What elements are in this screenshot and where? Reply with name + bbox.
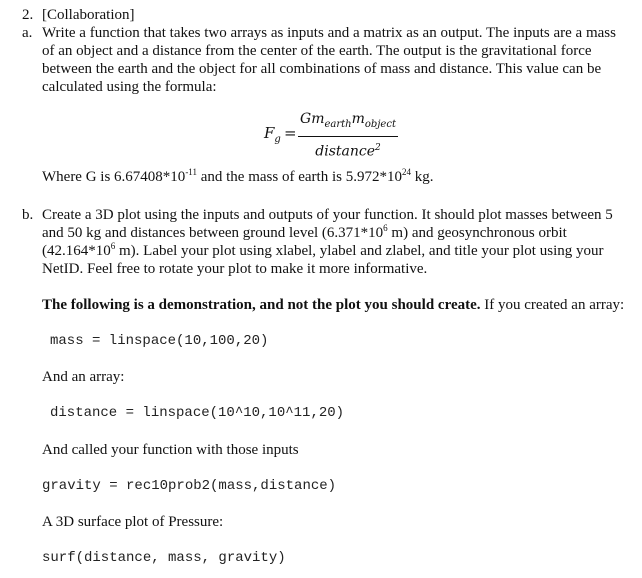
formula-numerator: $Gm_{earth}m_{object}$ (300, 111, 396, 130)
demo-warning: The following is a demonstration, and not the plot you should create. (42, 297, 481, 313)
code-gravity: gravity = rec10prob2(mass,distance) (42, 478, 337, 494)
question-number: 2. (22, 7, 34, 23)
formula-lhs: $F_g$ (264, 124, 281, 145)
fraction-bar (298, 136, 398, 137)
formula-fraction (298, 110, 398, 160)
called-function-text: And called your function with those inputs (42, 442, 299, 458)
code-mass: mass = linspace(10,100,20) (50, 333, 269, 349)
formula-equals: = (284, 124, 297, 142)
surface-plot-caption: A 3D surface plot of Pressure: (42, 514, 224, 530)
part-a-text: Write a function that takes two arrays as inputs and a matrix as an output. The inputs are a mass of an object and a distance from the center of the earth. The output is the gravitational force between the earth and the object for all combinations of mass and distance. This value can be calculated using the formula: (42, 25, 616, 95)
demo-intro: The following is a demonstration, and not the plot you should create. If you created an array: (42, 297, 625, 313)
code-surf: surf(distance, mass, gravity) (42, 550, 286, 566)
code-distance: distance = linspace(10^10,10^11,20) (50, 405, 345, 421)
question-tag: [Collaboration] (42, 7, 135, 23)
part-b-text: Create a 3D plot using the inputs and outputs of your function. It should plot masses between 5 and 50 kg and distances between ground level ($6.371*10^6$ m) and geosynchronous orbit ($42.164*10^6$ m). Label your plot using xlabel, ylabel and zlabel, and title your plot using your NetID. Feel free to rotate your plot to make it more informative. (42, 207, 613, 277)
and-array-text: And an array: (42, 369, 125, 385)
part-a-label: a. (22, 25, 33, 41)
constants-sentence: Where G is $6.67408*10^{-11}$ and the mass of earth is $5.972*10^{24}$ kg. (42, 167, 434, 185)
part-b-label: b. (22, 207, 34, 223)
formula-denominator: distance$^2$ (315, 142, 381, 160)
